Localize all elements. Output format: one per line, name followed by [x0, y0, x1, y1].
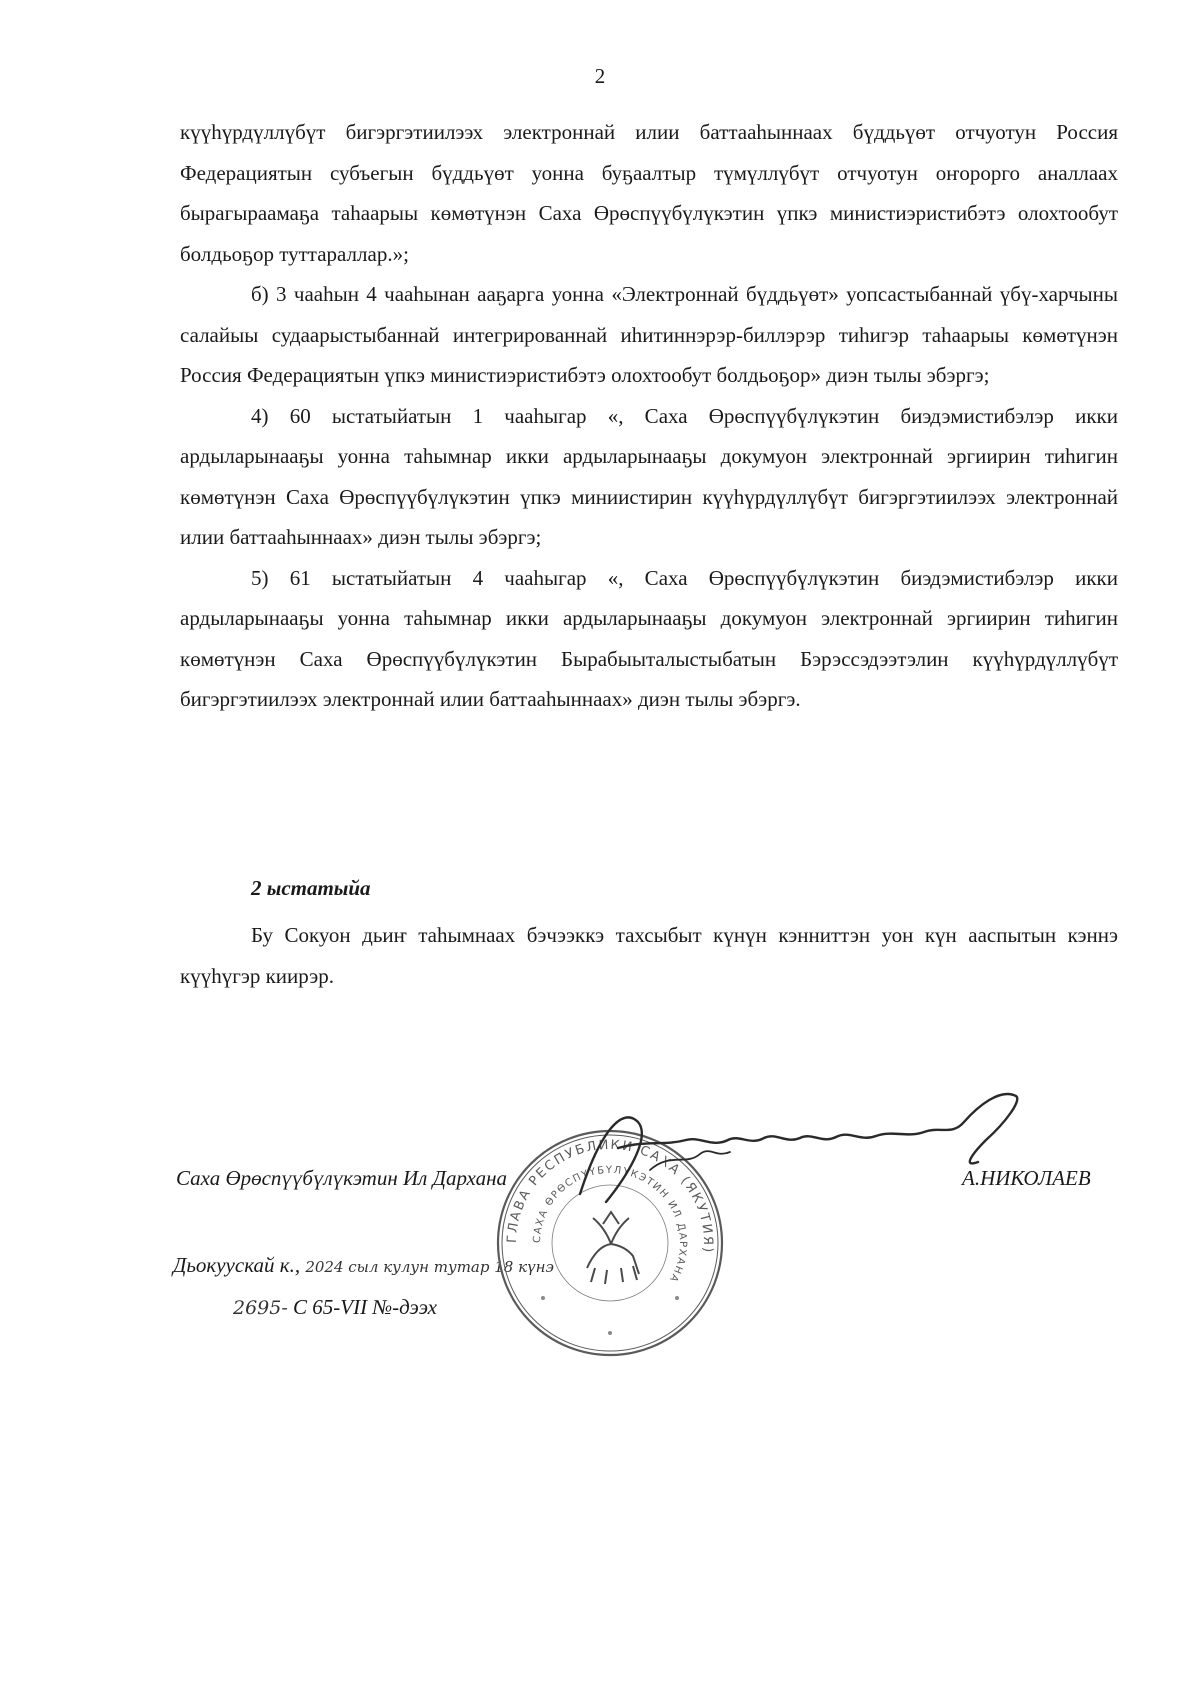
amendment-item-b: б) 3 чааһын 4 чааһынан ааҕарга уонна «Электроннай бүддьүөт» уопсастыбаннай үбү-харчыны салайыы судаарыстыбаннай интегрированнай иһитиннэрэр-биллэрэр тиһигэр таһаарыы көмөтүнэн Россия Федерациятын үпкэ министиэристибэтэ олохтообут болдьоҕор» диэн тылы эбэргэ; [180, 282, 1118, 387]
stamp-inner-text: САХА ӨРӨСПҮҮБҮЛҮКЭТИН ИЛ ДАРХАНА [531, 1164, 689, 1285]
stamp-star-icons [541, 1296, 679, 1335]
article-body: Бу Сокуон дьиҥ таһымнаах бэчээккэ тахсыбыт күнүн кэнниттэн уон күн ааспытын кэннэ күүһүгэр киирэр. [180, 923, 1118, 988]
article-heading: 2 ыстатыйа [251, 876, 371, 900]
place-label: Дьокуускай к., [173, 1253, 301, 1277]
document-number-line [233, 1295, 437, 1320]
signatory-name: А.НИКОЛАЕВ [962, 1166, 1091, 1190]
continued-paragraph-block [180, 112, 1118, 720]
article-body-block [180, 915, 1118, 996]
continued-paragraph: күүһүрдүллүбүт бигэргэтиилээх электроннай илии баттааһыннаах бүддьүөт отчуотун Россия Федерациятын субъегын бүддьүөт уонна буҕаалтыр түмүллүбүт отчуотун оҥорорго аналлаах бырагыраамаҕа таһаарыы көмөтүнэн Саха Өрөспүүбүлүкэтин үпкэ министиэристибэтэ олохтообут болдьоҕор туттараллар.»; [180, 120, 1118, 266]
handwritten-signature [560, 1082, 1030, 1212]
handwritten-date: 2024 сыл кулун тутар 18 күнэ [305, 1258, 554, 1276]
amendment-item-5: 5) 61 ыстатыйатын 4 чааһыгар «, Саха Өрөспүүбүлүкэтин биэдэмистибэлэр икки ардыларынааҕы уонна таһымнар икки ардыларынааҕы докумуон электроннай эргиирин тиһигин көмөтүнэн Саха Өрөспүүбүлүкэтин Бырабыыталыстыбатын Бэрэссэдээтэлин күүһүрдүллүбүт бигэргэтиилээх электроннай илии баттааһыннаах» диэн тылы эбэргэ. [180, 565, 1118, 711]
emblem-icon [587, 1212, 639, 1284]
handwritten-number: 2695- [233, 1297, 288, 1319]
page-number: 2 [594, 64, 606, 88]
amendment-item-4: 4) 60 ыстатыйатын 1 чааһыгар «, Саха Өрөспүүбүлүкэтин биэдэмистибэлэр икки ардыларынааҕы уонна таһымнар икки ардыларынааҕы докумуон электроннай эргиирин тиһигин көмөтүнэн Саха Өрөспүүбүлүкэтин үпкэ миниистирин күүһүрдүллүбүт бигэргэтиилээх электроннай илии баттааһыннаах» диэн тылы эбэргэ; [180, 403, 1118, 549]
signatory-title: Саха Өрөспүүбүлүкэтин Ил Дархана [176, 1166, 507, 1190]
document-number: С 65-VII №-дээх [293, 1295, 437, 1319]
stamp-outer-text: ГЛАВА РЕСПУБЛИКИ САХА (ЯКУТИЯ) [504, 1137, 716, 1255]
